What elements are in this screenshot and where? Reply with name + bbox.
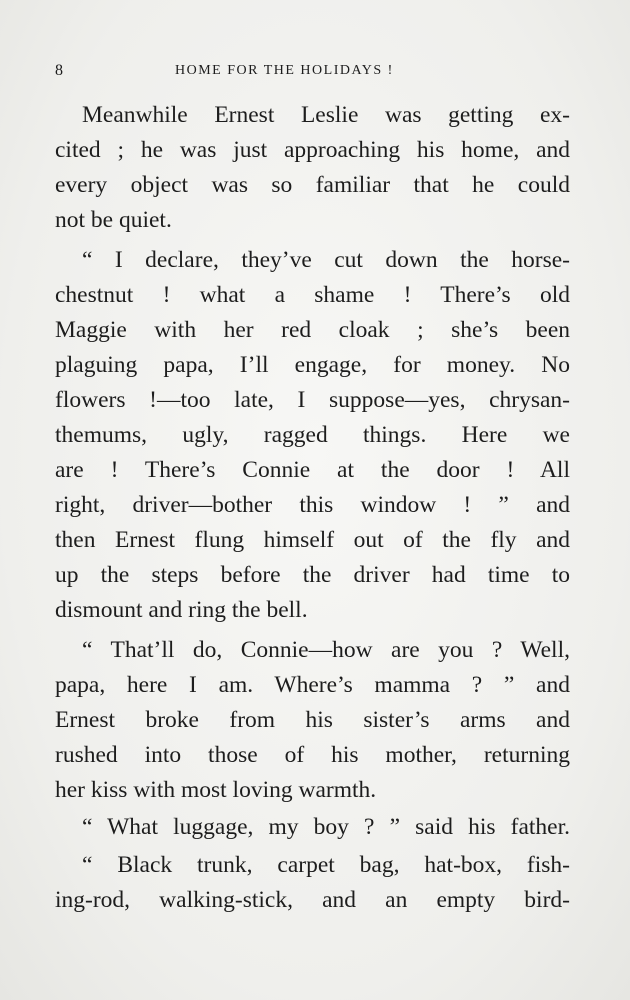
- text-line: right, driver—bother this window ! ” and: [55, 492, 570, 518]
- text-line: then Ernest flung himself out of the fly and: [55, 527, 570, 553]
- text-line: not be quiet.: [55, 207, 172, 233]
- text-line: “ What luggage, my boy ? ” said his father.: [82, 814, 570, 840]
- text-line: “ That’ll do, Connie—how are you ? Well,: [82, 637, 570, 663]
- page-number: 8: [55, 62, 63, 79]
- text-line: cited ; he was just approaching his home, and: [55, 137, 570, 163]
- text-line: papa, here I am. Where’s mamma ? ” and: [55, 672, 570, 698]
- text-line: flowers !—too late, I suppose—yes, chrysan-: [55, 387, 570, 413]
- text-line: every object was so familiar that he could: [55, 172, 570, 198]
- text-line: her kiss with most loving warmth.: [55, 777, 377, 803]
- text-line: “ Black trunk, carpet bag, hat-box, fish-: [82, 852, 570, 878]
- text-line: chestnut ! what a shame ! There’s old: [55, 282, 570, 308]
- page-header: [55, 62, 575, 86]
- text-line: ing-rod, walking-stick, and an empty bird-: [55, 887, 570, 913]
- text-line: dismount and ring the bell.: [55, 597, 308, 623]
- text-line: are ! There’s Connie at the door ! All: [55, 457, 570, 483]
- text-line: rushed into those of his mother, returning: [55, 742, 570, 768]
- text-line: Ernest broke from his sister’s arms and: [55, 707, 570, 733]
- text-line: Maggie with her red cloak ; she’s been: [55, 317, 570, 343]
- text-line: “ I declare, they’ve cut down the horse-: [82, 247, 570, 273]
- text-line: plaguing papa, I’ll engage, for money. No: [55, 352, 570, 378]
- text-line: themums, ugly, ragged things. Here we: [55, 422, 570, 448]
- running-title: HOME FOR THE HOLIDAYS !: [175, 63, 394, 78]
- text-line: up the steps before the driver had time to: [55, 562, 570, 588]
- text-line: Meanwhile Ernest Leslie was getting ex-: [82, 102, 570, 128]
